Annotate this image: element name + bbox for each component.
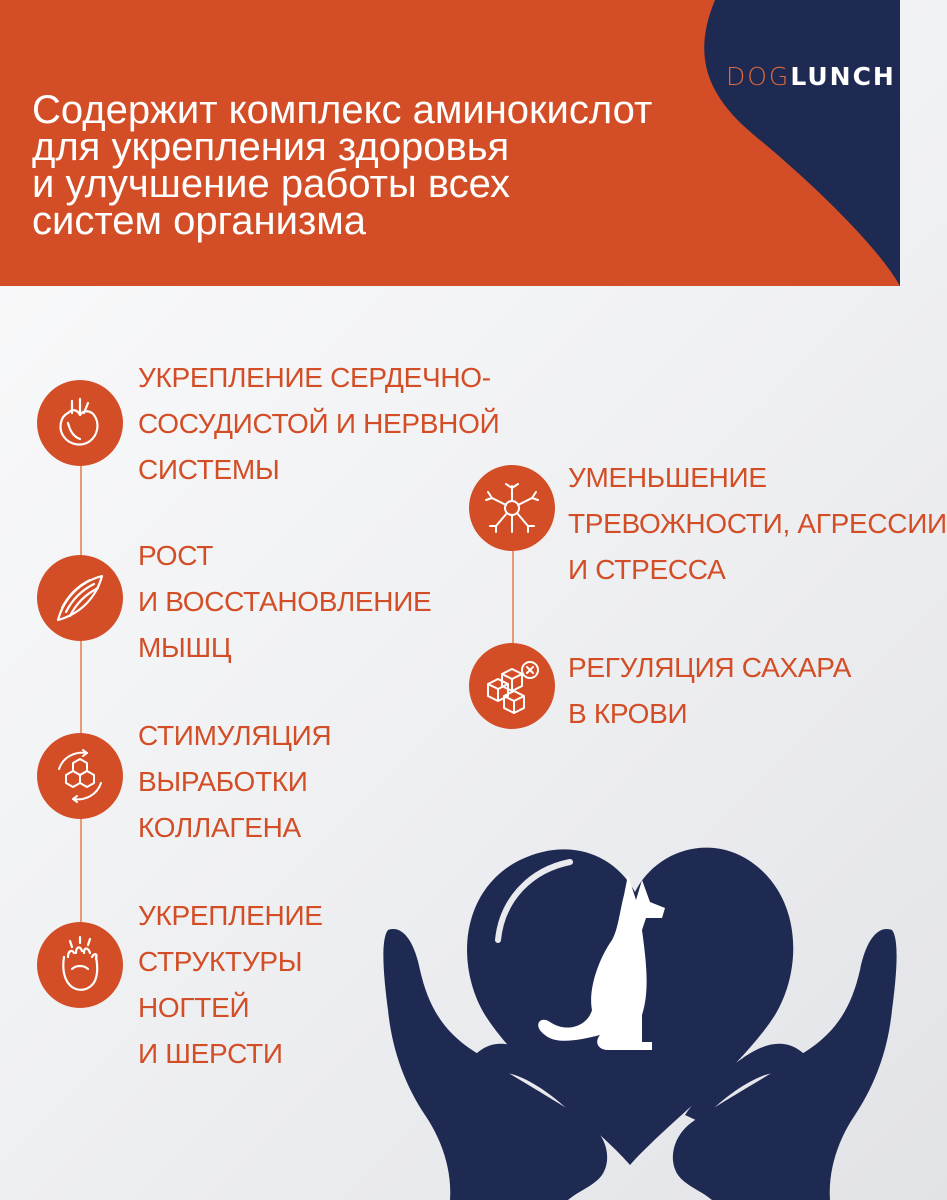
benefit-icon-circle xyxy=(469,465,555,551)
benefit-icon-circle xyxy=(469,643,555,729)
benefit-line: УКРЕПЛЕНИЕ СЕРДЕЧНО- xyxy=(138,362,491,393)
benefit-line: МЫШЦ xyxy=(138,632,232,663)
headline-line: систем организма xyxy=(32,199,367,243)
benefit-line: ТРЕВОЖНОСТИ, АГРЕССИИ xyxy=(568,508,947,539)
heart-organ-icon xyxy=(50,393,110,453)
benefit-text xyxy=(138,893,323,1077)
header-banner xyxy=(0,0,900,286)
headline xyxy=(32,88,722,243)
benefit-line: РЕГУЛЯЦИЯ САХАРА xyxy=(568,652,852,683)
benefit-icon-circle xyxy=(37,733,123,819)
benefit-line: УМЕНЬШЕНИЕ xyxy=(568,462,767,493)
benefit-text xyxy=(138,533,431,671)
benefit-icon-circle xyxy=(37,922,123,1008)
benefit-icon-circle xyxy=(37,555,123,641)
benefit-line: И ШЕРСТИ xyxy=(138,1038,283,1069)
benefit-line: СТИМУЛЯЦИЯ xyxy=(138,720,332,751)
paw-claw-icon xyxy=(50,935,110,995)
left-connector-line xyxy=(80,460,82,940)
benefit-line: В КРОВИ xyxy=(568,698,688,729)
benefit-line: УКРЕПЛЕНИЕ xyxy=(138,900,323,931)
brand-logo-part1: DOG xyxy=(726,62,791,91)
benefit-line: И ВОССТАНОВЛЕНИЕ xyxy=(138,586,432,617)
benefit-text xyxy=(138,355,499,493)
sugar-cubes-icon xyxy=(480,654,544,718)
benefit-line: И СТРЕССА xyxy=(568,554,726,585)
headline-line: и улучшение работы всех xyxy=(32,162,511,206)
collagen-icon xyxy=(49,745,111,807)
benefit-line: РОСТ xyxy=(138,540,214,571)
headline-line: Содержит комплекс аминокислот xyxy=(32,88,653,132)
brand-logo-part2: LUNCH xyxy=(790,62,896,91)
brand-logo xyxy=(726,62,896,92)
benefit-line: СОСУДИСТОЙ И НЕРВНОЙ xyxy=(138,408,500,439)
hands-heart-dog-illustration xyxy=(380,830,900,1200)
benefit-line: СТРУКТУРЫ xyxy=(138,946,303,977)
benefit-text xyxy=(138,713,331,851)
benefit-icon-circle xyxy=(37,380,123,466)
benefit-text xyxy=(568,645,851,737)
benefit-line: КОЛЛАГЕНА xyxy=(138,812,301,843)
benefit-text xyxy=(568,455,947,593)
neuron-icon xyxy=(480,476,544,540)
benefit-line: ВЫРАБОТКИ xyxy=(138,766,308,797)
benefit-line: СИСТЕМЫ xyxy=(138,454,280,485)
benefit-line: НОГТЕЙ xyxy=(138,992,250,1023)
muscle-icon xyxy=(50,568,110,628)
headline-line: для укрепления здоровья xyxy=(32,125,510,169)
